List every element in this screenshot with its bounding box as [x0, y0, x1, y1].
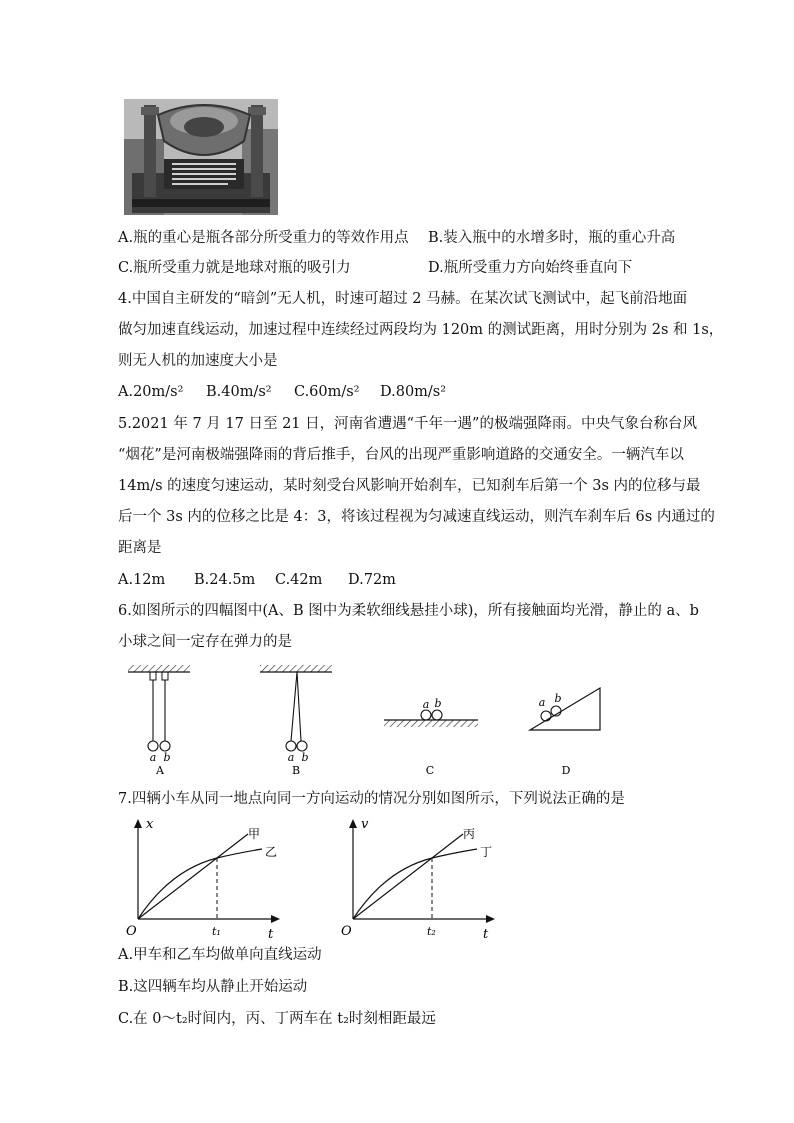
figure-d-ball-b-label: b: [554, 692, 562, 705]
q5-option-b: B.24.5m: [194, 572, 256, 588]
q7-stem: 7.四辆小车从同一地点向同一方向运动的情况分别如图所示，下列说法正确的是: [118, 791, 625, 807]
q5-option-a: A.12m: [118, 572, 166, 588]
q4-stem-line-3: 则无人机的加速度大小是: [118, 353, 278, 369]
q5-stem-line-2: “烟花”是河南极端强降雨的背后推手，台风的出现严重影响道路的交通安全。一辆汽车以: [118, 447, 684, 463]
figure-c-label: C: [425, 764, 435, 777]
figure-c-ball-a-label: a: [422, 698, 430, 711]
figure-c-ball-b-label: b: [434, 697, 442, 710]
q5-stem-line-1: 5.2021 年 7 月 17 日至 21 日，河南省遭遇“千年一遇”的极端强降雨。中央气象台称台风: [118, 416, 697, 432]
figure-d: [530, 688, 600, 777]
q3-option-c: C.瓶所受重力就是地球对瓶的吸引力: [118, 260, 351, 276]
graph-1-y-axis-label: x: [146, 817, 154, 832]
q6-stem-line-2: 小球之间一定存在弹力的是: [118, 634, 292, 650]
q7-graph-2: [335, 812, 505, 942]
q6-figures: [110, 660, 630, 780]
q5-stem-line-5: 距离是: [118, 540, 162, 556]
figure-d-ball-a-label: a: [538, 696, 546, 709]
graph-1-curve-2-label: 乙: [265, 845, 278, 859]
q5-option-c: C.42m: [275, 572, 323, 588]
graph-1-x-axis-label: t: [268, 927, 274, 942]
q3-option-b: B.装入瓶中的水增多时，瓶的重心升高: [428, 230, 676, 246]
figure-b-ball-b-label: b: [301, 751, 309, 764]
figure-a-ball-a-label: a: [149, 751, 157, 764]
figure-b-ball-a-label: a: [287, 751, 295, 764]
graph-1-curve-1-label: 甲: [248, 827, 261, 841]
q3-option-a: A.瓶的重心是瓶各部分所受重力的等效作用点: [118, 230, 409, 246]
q3-option-d: D.瓶所受重力方向始终垂直向下: [428, 260, 633, 276]
q4-option-d: D.80m/s²: [380, 384, 447, 400]
graph-1-tick-label: t₁: [212, 925, 221, 938]
figure-b: [260, 665, 332, 777]
graph-2-tick-label: t₂: [427, 925, 436, 938]
figure-a: [128, 665, 190, 777]
graph-2-x-axis-label: t: [483, 927, 489, 942]
graph-2-curve-2-label: 丁: [480, 845, 493, 859]
q4-stem-line-1: 4.中国自主研发的“暗剑”无人机，时速可超过 2 马赫。在某次试飞测试中，起飞前沿地面: [118, 291, 688, 307]
figure-b-label: B: [291, 764, 301, 777]
q5-stem-line-4: 后一个 3s 内的位移之比是 4：3，将该过程视为匀减速直线运动，则汽车刹车后 6s 内通过的: [118, 509, 715, 525]
q5-option-d: D.72m: [348, 572, 396, 588]
q4-option-a: A.20m/s²: [118, 384, 184, 400]
q7-option-b: B.这四辆车均从静止开始运动: [118, 979, 308, 995]
q7-graph-1: [120, 812, 290, 942]
q7-option-c: C.在 0～t₂时间内，丙、丁两车在 t₂时刻相距最远: [118, 1011, 436, 1027]
q4-option-b: B.40m/s²: [206, 384, 272, 400]
q6-stem-line-1: 6.如图所示的四幅图中(A、B 图中为柔软细线悬挂小球)，所有接触面均光滑，静止的 a、b: [118, 603, 699, 619]
graph-1-origin-label: O: [126, 924, 137, 939]
q4-stem-line-2: 做匀加速直线运动，加速过程中连续经过两段均为 120m 的测试距离，用时分别为 2s 和 1s，: [118, 322, 724, 338]
figure-a-label: A: [156, 764, 164, 777]
graph-2-origin-label: O: [341, 924, 352, 939]
graph-2-y-axis-label: v: [361, 817, 369, 832]
q5-stem-line-3: 14m/s 的速度匀速运动，某时刻受台风影响开始刹车，已知刹车后第一个 3s 内的位移与最: [118, 478, 701, 494]
figure-d-label: D: [561, 764, 571, 777]
figure-a-ball-b-label: b: [163, 751, 171, 764]
bottle-photo: [124, 99, 278, 215]
q7-option-a: A.甲车和乙车均做单向直线运动: [118, 947, 322, 963]
graph-2-curve-1-label: 丙: [463, 827, 476, 841]
figure-c: [384, 697, 478, 777]
q4-option-c: C.60m/s²: [294, 384, 360, 400]
